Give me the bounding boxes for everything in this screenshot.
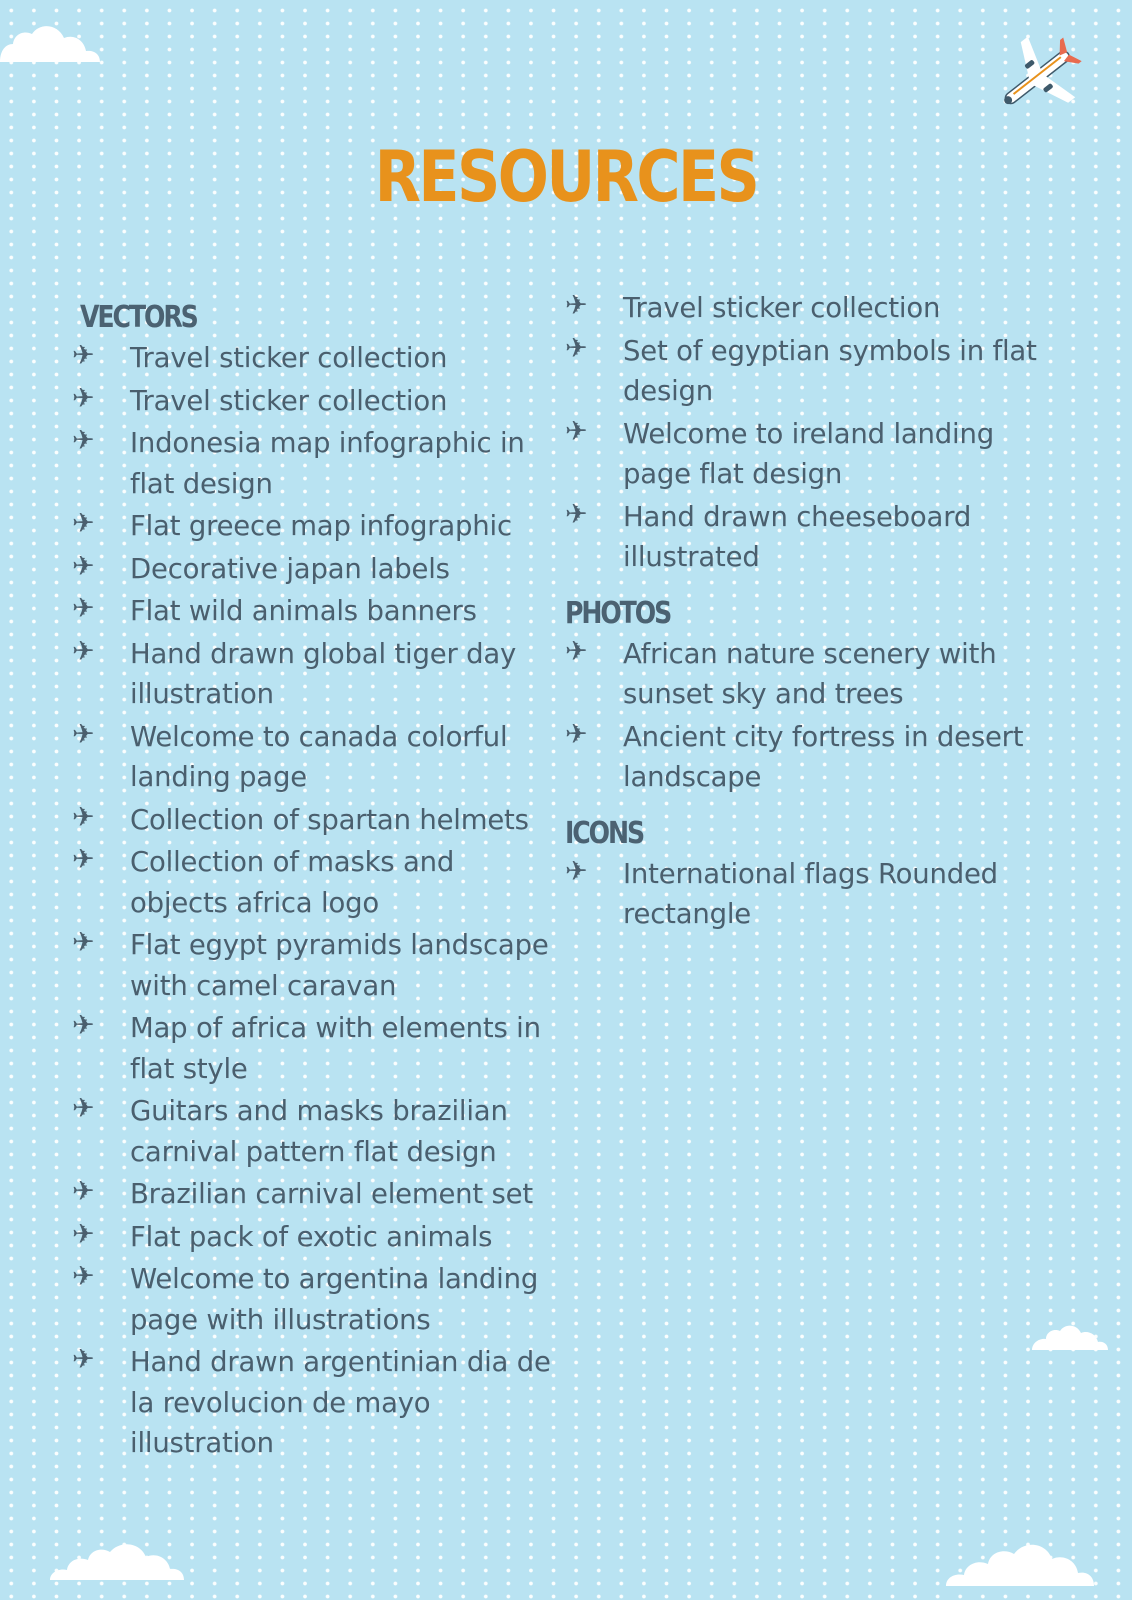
list-item-label: Hand drawn cheeseboard illustrated [623, 500, 972, 573]
airplane-icon: ✈ [565, 855, 588, 887]
airplane-illustration [990, 32, 1084, 122]
airplane-icon: ✈ [72, 1010, 95, 1041]
vectors-heading: VECTORS [80, 300, 197, 335]
airplane-icon: ✈ [72, 425, 95, 456]
list-item-label: Indonesia map infographic in flat design [130, 427, 525, 500]
list-item [72, 717, 552, 798]
list-item [72, 1174, 552, 1215]
airplane-icon: ✈ [72, 1218, 95, 1250]
list-item-label: International flags Rounded rectangle [623, 857, 998, 930]
vectors-list [72, 338, 552, 1464]
list-item-label: Flat egypt pyramids landscape with camel caravan [130, 929, 549, 1002]
list-item-label: Ancient city fortress in desert landscape [623, 720, 1024, 793]
airplane-icon: ✈ [565, 718, 588, 750]
list-item [72, 800, 552, 841]
list-item-label: Collection of masks and objects africa logo [130, 846, 455, 919]
cloud-bottom-left [48, 1530, 186, 1582]
icons-list [565, 854, 1065, 935]
list-item-label: Welcome to ireland landing page flat design [623, 417, 994, 490]
list-item [72, 925, 552, 1006]
list-item-label: Welcome to argentina landing page with illustrations [130, 1263, 539, 1336]
airplane-icon: ✈ [72, 635, 95, 667]
list-item-label: Travel sticker collection [623, 292, 941, 324]
vectors-list-continued [565, 288, 1065, 578]
airplane-icon: ✈ [72, 927, 95, 958]
right-column [565, 288, 1065, 937]
list-item-label: Collection of spartan helmets [130, 803, 529, 836]
airplane-icon: ✈ [72, 1344, 95, 1375]
list-item-label: Hand drawn global tiger day illustration [130, 637, 517, 710]
list-item [565, 288, 1065, 329]
list-item [72, 381, 552, 422]
list-item-label: Guitars and masks brazilian carnival pattern flat design [130, 1095, 508, 1168]
airplane-icon: ✈ [72, 1093, 95, 1124]
list-item [72, 1008, 552, 1089]
airplane-icon: ✈ [72, 1176, 95, 1207]
list-item-label: Decorative japan labels [130, 552, 450, 585]
list-item [72, 549, 552, 590]
airplane-icon: ✈ [565, 290, 588, 321]
list-item [565, 634, 1065, 715]
list-item [72, 1091, 552, 1172]
list-item [72, 423, 552, 504]
list-item [72, 591, 552, 632]
left-column [72, 300, 552, 1466]
list-item [72, 842, 552, 923]
list-item [72, 1217, 552, 1258]
airplane-icon: ✈ [565, 415, 588, 447]
airplane-icon: ✈ [565, 498, 588, 530]
icons-heading: ICONS [565, 815, 644, 851]
list-item [565, 854, 1065, 935]
list-item-label: Flat wild animals banners [130, 595, 477, 627]
list-item-label: Flat greece map infographic [130, 510, 512, 542]
airplane-icon: ✈ [72, 382, 95, 414]
airplane-icon: ✈ [565, 332, 588, 364]
list-item-label: Travel sticker collection [130, 342, 448, 374]
airplane-icon: ✈ [72, 340, 95, 371]
list-item-label: Brazilian carnival element set [130, 1178, 533, 1210]
list-item-label: Welcome to canada colorful landing page [130, 720, 508, 793]
list-item [72, 1342, 552, 1464]
cloud-right [1030, 1318, 1110, 1352]
airplane-icon: ✈ [72, 550, 95, 582]
list-item-label: Map of africa with elements in flat style [130, 1012, 541, 1085]
airplane-icon: ✈ [72, 801, 95, 833]
airplane-icon: ✈ [72, 844, 95, 875]
list-item [72, 338, 552, 379]
photos-list [565, 634, 1065, 798]
list-item-label: Hand drawn argentinian dia de la revolucion de mayo illustration [130, 1346, 551, 1459]
airplane-icon: ✈ [72, 718, 95, 750]
photos-heading: PHOTOS [565, 595, 671, 631]
list-item-label: Set of egyptian symbols in flat design [623, 334, 1037, 407]
list-item-label: Flat pack of exotic animals [130, 1220, 493, 1253]
list-item [72, 1259, 552, 1340]
list-item [565, 497, 1065, 578]
airplane-icon: ✈ [72, 593, 95, 624]
list-item [565, 331, 1065, 412]
list-item-label: Travel sticker collection [130, 384, 448, 417]
airplane-icon: ✈ [565, 635, 588, 667]
page-title: RESOURCES [374, 136, 758, 218]
airplane-icon: ✈ [72, 1261, 95, 1292]
list-item [72, 634, 552, 715]
list-item [565, 717, 1065, 798]
list-item [565, 414, 1065, 495]
cloud-top-left [0, 14, 102, 66]
cloud-bottom-right [944, 1528, 1096, 1588]
list-item-label: African nature scenery with sunset sky and trees [623, 637, 997, 710]
airplane-icon: ✈ [72, 508, 95, 539]
list-item [72, 506, 552, 547]
